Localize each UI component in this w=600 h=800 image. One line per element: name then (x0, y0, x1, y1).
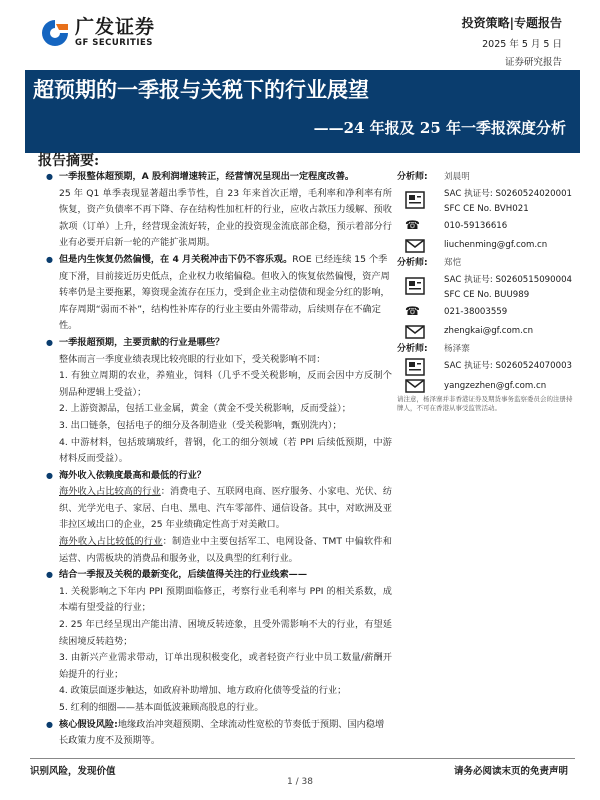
analyst-header (397, 168, 577, 186)
analyst-header (397, 340, 577, 358)
summary-point (40, 169, 392, 186)
sac-number: SAC 执证号: S0260524070003 (444, 361, 573, 371)
analyst-name: 杨泽寨 (444, 344, 470, 354)
sfc-number: SFC CE No. BUU989 (444, 290, 530, 300)
point-heading: 一季报超预期，主要贡献的行业是哪些？ (59, 336, 225, 348)
list-item: 2. 25 年已经呈现出产能出清、困境反转迹象，且受外需影响不大的行业，有望延续困境反转趋势； (59, 619, 392, 647)
bullet-icon: ● (46, 172, 53, 181)
list-item: 3. 出口链条，包括电子的细分及各制造业（受关税影响，甄别洗内）； (59, 419, 342, 431)
report-subtitle: ——24 年报及 25 年一季报深度分析 (313, 119, 566, 137)
high-export-label: 海外收入占比较高的行业 (59, 486, 161, 498)
point-body (40, 534, 392, 567)
footer-slogan: 识别风险，发现价值 (30, 766, 116, 777)
analyst-label: 分析师: (397, 258, 428, 268)
disclaimer-note: 请注意，杨泽寨并非香港证券及期货事务监察委员会的注册持牌人，不可在香港从事受监管活动。 (397, 395, 573, 412)
list-item: 1. 有独立周期的农业，养殖业，饲料（几乎不受关税影响，反而会因中方反制个别品种逻辑上受益）； (59, 370, 392, 398)
analyst-email (397, 234, 577, 254)
analyst-cert (397, 272, 577, 303)
sac-number: SAC 执证号: S0260524020001 (444, 189, 573, 199)
phone-number: 010-59136616 (444, 221, 508, 231)
summary-body (40, 169, 392, 750)
list-item: 4. 政策层面逐步触达，如政府补助增加、地方政府化债等受益的行业； (59, 685, 347, 697)
low-export-body: ：制造业中主要包括军工、电网设备、TMT 中偏软件和运营、内需板块的消费品和服务业，以及典型的红利行业。 (59, 536, 392, 564)
report-title: 超预期的一季报与关税下的行业展望 (33, 77, 369, 102)
point-body: 25 年 Q1 单季表现显著超出季节性，自 23 年来首次正增，毛利率和净利率有所恢复，资产负债率不再下降、存在结构性加杠杆的行业，应收占款压力缓解、预收款项（订单）上升，经营现金流好转，企业的投资现金流底部企稳，预示着部分行业有必要开启新一轮的产能扩张周期。 (59, 187, 392, 249)
analyst-phone (397, 303, 577, 320)
summary-point (40, 567, 392, 584)
logo-chinese: 广发证券 (75, 16, 156, 39)
summary-point (40, 717, 392, 750)
point-heading: 一季报整体超预期，A 股利润增速转正，经营情况呈现出一定程度改善。 (59, 171, 355, 182)
analyst-label: 分析师: (397, 344, 428, 354)
point-body: 地缘政治冲突超预期、全球流动性宽松的节奏低于预期、国内稳增长政策力度不及预期等。 (59, 718, 385, 747)
point-heading: 结合一季报及关税的最新变化，后续值得关注的行业线索—— (59, 569, 308, 581)
point-body: 整体而言一季度业绩表现比较亮眼的行业如下，受关税影响不同： (59, 353, 326, 365)
bullet-icon: ● (46, 719, 53, 729)
email-address[interactable]: liuchenming@gf.com.cn (444, 240, 548, 250)
footer-disclaimer: 请务必阅读末页的免责声明 (453, 766, 568, 777)
footer-divider (30, 758, 575, 759)
low-export-label: 海外收入占比较低的行业 (59, 536, 163, 548)
phone-number: 021-38003559 (444, 307, 508, 317)
summary-point (40, 252, 392, 335)
bullet-icon: ● (46, 570, 53, 580)
analyst-phone (397, 217, 577, 234)
list-item: 5. 红利的细圈——基本面低波兼顾高股息的行业。 (59, 702, 264, 713)
bullet-icon: ● (46, 470, 53, 480)
analyst-name: 刘晨明 (444, 172, 470, 182)
high-export-body: ：消费电子、互联网电商、医疗服务、小家电、光伏、纺织、光学光电子、家居、白电、黑电、汽车零部件、通信设备。其中，对欧洲及亚非拉区域出口的企业，25 年业绩确定性高于对美敞口。 (59, 486, 393, 531)
point-heading: 核心假设风险: (59, 718, 118, 730)
bullet-icon: ● (46, 254, 53, 264)
report-meta (462, 14, 562, 68)
summary-point (40, 335, 392, 352)
phone-icon: ☎ (405, 304, 420, 318)
company-logo (40, 18, 155, 48)
logo-english: GF SECURITIES (75, 38, 153, 49)
analyst-sidebar (397, 168, 577, 396)
point-heading: 海外收入依赖度最高和最低的行业？ (59, 469, 206, 481)
analyst-email (397, 376, 577, 396)
analyst-cert (397, 358, 577, 376)
list-item: 2. 上游资源品，包括工业金属，黄金（黄金不受关税影响，反而受益）； (59, 403, 351, 415)
point-body (40, 484, 392, 534)
analyst-label: 分析师: (397, 172, 428, 182)
sac-number: SAC 执证号: S0260515090004 (444, 275, 573, 285)
sfc-number: SFC CE No. BVH021 (444, 204, 529, 214)
report-type: 投资策略|专题报告 (461, 16, 562, 30)
report-date: 2025 年 5 月 5 日 (482, 39, 562, 50)
summary-heading: 报告摘要: (38, 153, 100, 169)
point-body: ROE 已经连续 15 个季度下滑，目前接近历史低点，企业权力收缩偏稳。但收入的恢复依然偏慢，资产周转率仍是主要拖累，筹资现金流存在压力，受到企业主动偿债和现金分红的影响，库存周期“弱而不补”，结构性补库存的行业主要由外需带动，后续则存在不确定性。 (59, 253, 390, 332)
list-item: 4. 中游材料，包括玻璃玻纤，普钢，化工的细分领域（若 PPI 后续低预期，中游材料反而受益）。 (59, 436, 392, 465)
analyst-header (397, 254, 577, 272)
analyst-name: 郑恺 (444, 258, 462, 268)
list-item: 1. 关税影响之下年内 PPI 预期面临修正，考察行业毛利率与 PPI 的相关系数，成本端有望受益的行业； (59, 585, 392, 614)
title-banner (25, 70, 580, 153)
gf-logo-icon (40, 18, 70, 48)
list-item: 3. 由新兴产业需求带动，订单出现积极变化，或者轻资产行业中员工数量/薪酬开始提升的行业； (59, 652, 392, 680)
page-number: 1 / 38 (287, 777, 313, 787)
email-address[interactable]: yangzezhen@gf.com.cn (444, 381, 547, 391)
bullet-icon: ● (46, 337, 53, 347)
phone-icon: ☎ (405, 218, 420, 232)
analyst-email (397, 320, 577, 340)
analyst-cert (397, 186, 577, 217)
point-heading: 但是内生恢复仍然偏慢，在 4 月关税冲击下仍不容乐观。 (59, 253, 293, 265)
summary-point (40, 468, 392, 485)
report-dept: 证券研究报告 (504, 57, 562, 68)
email-address[interactable]: zhengkai@gf.com.cn (444, 326, 534, 336)
